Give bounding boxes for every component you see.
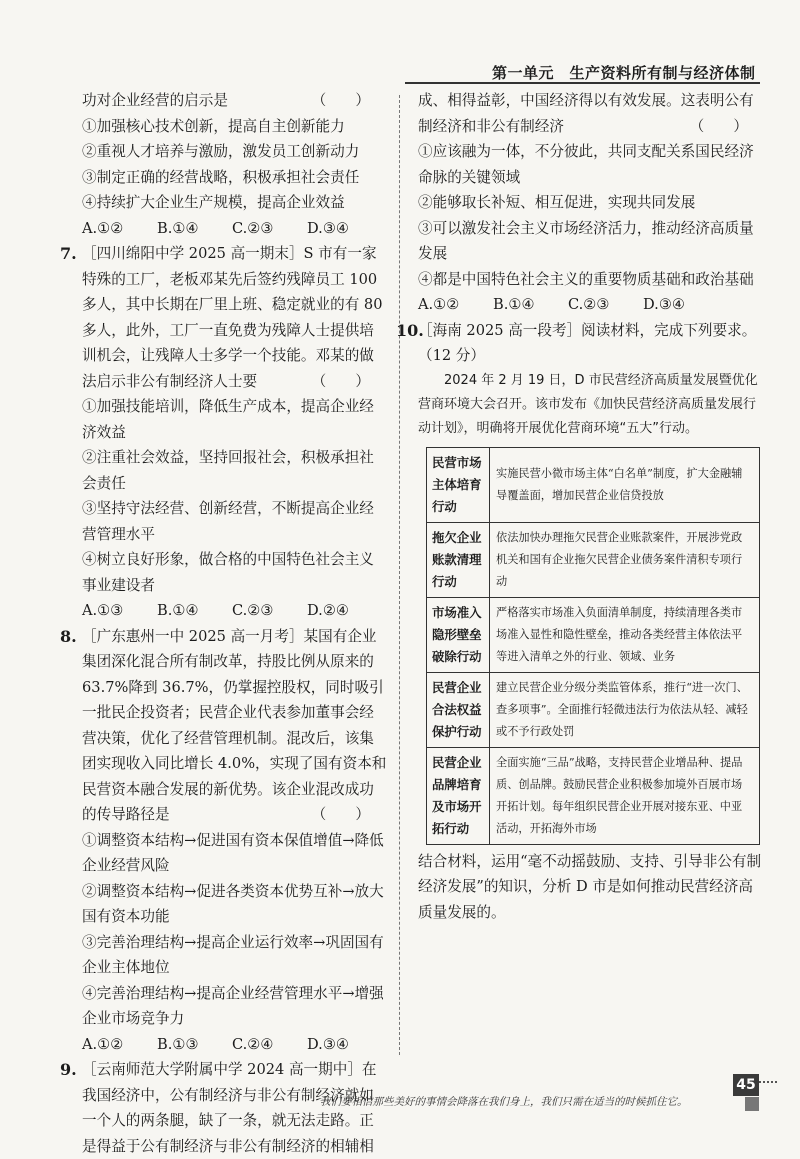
q6-option-3: ③制定正确的经营战略，积极承担社会责任: [82, 168, 360, 186]
choice-a: A.①②: [82, 219, 124, 237]
choice-c: C.②③: [232, 602, 274, 619]
q10-requirement: 结合材料，运用“毫不动摇鼓励、支持、引导非公有制经济发展”的知识，分析 D 市是如何推动民营经济高质量发展的。: [418, 852, 762, 921]
q6-option-2: ②重视人才培养与激励，激发员工创新动力: [82, 143, 360, 160]
q7-option-2: ②注重社会效益，坚持回报社会，积极承担社会责任: [82, 449, 374, 492]
choice-d: D.③④: [307, 219, 349, 237]
row-content: 建立民营企业分级分类监管体系，推行“进一次门、查多项事”。全面推行轻微违法行为依法从轻、减轻或不予行政处罚: [490, 672, 760, 747]
q9-stem-right: 成、相得益彰，中国经济得以有效发展。这表明公有制经济和非公有制经济: [418, 92, 754, 135]
q8-source: ［广东惠州一中 2025 高一月考］: [82, 627, 304, 645]
choice-a: A.①③: [82, 602, 124, 619]
q7-option-1: ①加强技能培训，降低生产成本，提高企业经济效益: [82, 398, 374, 441]
page-corner-block: [745, 1097, 759, 1111]
row-content: 严格落实市场准入负面清单制度，持续清理各类市场准入显性和隐性壁垒，推动各类经营主体依法平等进入清单之外的行业、领域、业务: [490, 597, 760, 672]
footer-quote: 我们要相信那些美好的事情会降落在我们身上，我们只需在适当的时候抓住它。: [320, 1096, 688, 1108]
row-heading: 市场准入隐形壁垒破除行动: [427, 597, 490, 672]
q10-material: 2024 年 2 月 19 日，D 市民营经济高质量发展暨优化营商环境大会召开。该市发布《加快民营经济高质量发展行动计划》，明确将开展优化营商环境“五大”行动。: [418, 372, 758, 436]
choice-b: B.①④: [493, 296, 535, 313]
q9-option-2: ②能够取长补短、相互促进，实现共同发展: [418, 194, 696, 211]
q6-option-1: ①加强核心技术创新，提高自主创新能力: [82, 117, 345, 135]
choice-a: A.①②: [82, 1035, 124, 1053]
table-row: [427, 597, 760, 672]
table-row: [427, 672, 760, 747]
q8-option-1: ①调整资本结构→促进国有资本保值增值→降低企业经营风险: [82, 831, 384, 874]
q9-option-1: ①应该融为一体，不分彼此，共同支配关系国民经济命脉的关键领域: [418, 143, 754, 186]
question-6-tail: [82, 88, 388, 241]
choice-d: D.③④: [643, 296, 685, 313]
answer-paren: （ ）: [689, 117, 748, 135]
q9-source: ［云南师范大学附属中学 2024 高一期中］: [82, 1061, 362, 1078]
question-10: [396, 318, 766, 926]
answer-paren: （ ）: [311, 372, 370, 390]
header-rule: [405, 82, 760, 84]
q8-option-4: ④完善治理结构→提高企业经营管理水平→增强企业市场竞争力: [82, 984, 384, 1027]
choice-c: C.②③: [232, 219, 274, 237]
answer-paren: （ ）: [311, 92, 370, 109]
q7-source: ［四川绵阳中学 2025 高一期末］: [82, 245, 304, 262]
action-plan-table: [426, 447, 760, 845]
row-heading: 民营企业合法权益保护行动: [427, 672, 490, 747]
choice-c: C.②③: [568, 296, 610, 313]
choice-b: B.①④: [157, 602, 199, 619]
q6-stem: 功对企业经营的启示是: [82, 92, 228, 109]
q9-number: 9.: [60, 1060, 77, 1079]
q7-number: 7.: [60, 244, 77, 263]
table-row: [427, 747, 760, 844]
choice-c: C.②④: [232, 1035, 274, 1053]
q8-option-3: ③完善治理结构→提高企业运行效率→巩固国有企业主体地位: [82, 933, 384, 976]
row-content: 实施民营小微市场主体“白名单”制度，扩大金融辅导覆盖面，增加民营企业信贷投放: [490, 447, 760, 522]
q9-option-3: ③可以激发社会主义市场经济活力，推动经济高质量发展: [418, 219, 754, 262]
table-row: [427, 522, 760, 597]
row-content: 依法加快办理拖欠民营企业账款案件，开展涉党政机关和国有企业拖欠民营企业债务案件清积专项行动: [490, 522, 760, 597]
q7-choices: [82, 598, 388, 624]
choice-b: B.①③: [157, 1035, 199, 1053]
q7-option-3: ③坚持守法经营、创新经营，不断提高企业经营管理水平: [82, 500, 374, 543]
q8-choices: [82, 1032, 388, 1058]
q6-choices: [82, 216, 388, 242]
page-number: 45: [733, 1074, 759, 1096]
q8-stem: 某国有企业集团深化混合所有制改革，持股比例从原来的 63.7%降到 36.7%，仍掌握控股权，同时吸引一批民企投资者；民营企业代表参加董事会经营决策，优化了经营管理机制。混改后，该集团实现收入同比增长 4.0%，实现了国有资本和民营资本融合发展的新优势。该企业混改成功的传导路径是: [82, 627, 387, 823]
left-column: [60, 88, 388, 1159]
page-corner-decoration: [759, 1081, 777, 1095]
question-7: [60, 241, 388, 624]
answer-paren: （ ）: [311, 806, 370, 823]
q6-option-4: ④持续扩大企业生产规模，提高企业效益: [82, 194, 345, 211]
choice-a: A.①②: [418, 296, 460, 313]
question-8: [60, 624, 388, 1058]
q9-option-4: ④都是中国特色社会主义的重要物质基础和政治基础: [418, 270, 754, 288]
row-heading: 民营企业品牌培育及市场开拓行动: [427, 747, 490, 844]
choice-d: D.②④: [307, 602, 349, 619]
q10-source: ［海南 2025 高一段考］: [418, 321, 582, 339]
q10-number: 10.: [396, 320, 424, 340]
row-heading: 民营市场主体培育行动: [427, 447, 490, 522]
row-heading: 拖欠企业账款清理行动: [427, 522, 490, 597]
unit-header: 第一单元 生产资料所有制与经济体制: [492, 64, 756, 82]
q8-option-2: ②调整资本结构→促进各类资本优势互补→放大国有资本功能: [82, 882, 384, 925]
row-content: 全面实施“三品”战略，支持民营企业增品种、提品质、创品牌。鼓励民营企业积极参加境外百展市场开拓计划。每年组织民营企业开展对接东亚、中亚活动，开拓海外市场: [490, 747, 760, 844]
q7-option-4: ④树立良好形象，做合格的中国特色社会主义事业建设者: [82, 551, 374, 594]
column-divider: [399, 95, 400, 1055]
choice-b: B.①④: [157, 219, 199, 237]
table-row: [427, 447, 760, 522]
q9-stem-left: 在我国经济中，公有制经济与非公有制经济就如一个人的两条腿，缺了一条，就无法走路。正是得益于公有制经济与非公有制经济的相辅相: [82, 1061, 377, 1155]
q10-stem: 阅读材料，完成下列要求。（12 分）: [418, 321, 757, 364]
right-column: [396, 88, 766, 925]
question-9-end: [418, 88, 766, 318]
choice-d: D.③④: [307, 1035, 349, 1053]
q8-number: 8.: [60, 626, 77, 646]
q9-choices: [418, 292, 766, 318]
q7-stem: S 市有一家特殊的工厂，老板邓某先后签约残障员工 100 多人，其中长期在厂里上班、稳定就业的有 80 多人，此外，工厂一直免费为残障人士提供培训机会，让残障人士多学一个技能。邓某的做法启示非公有制经济人士要: [82, 245, 383, 390]
